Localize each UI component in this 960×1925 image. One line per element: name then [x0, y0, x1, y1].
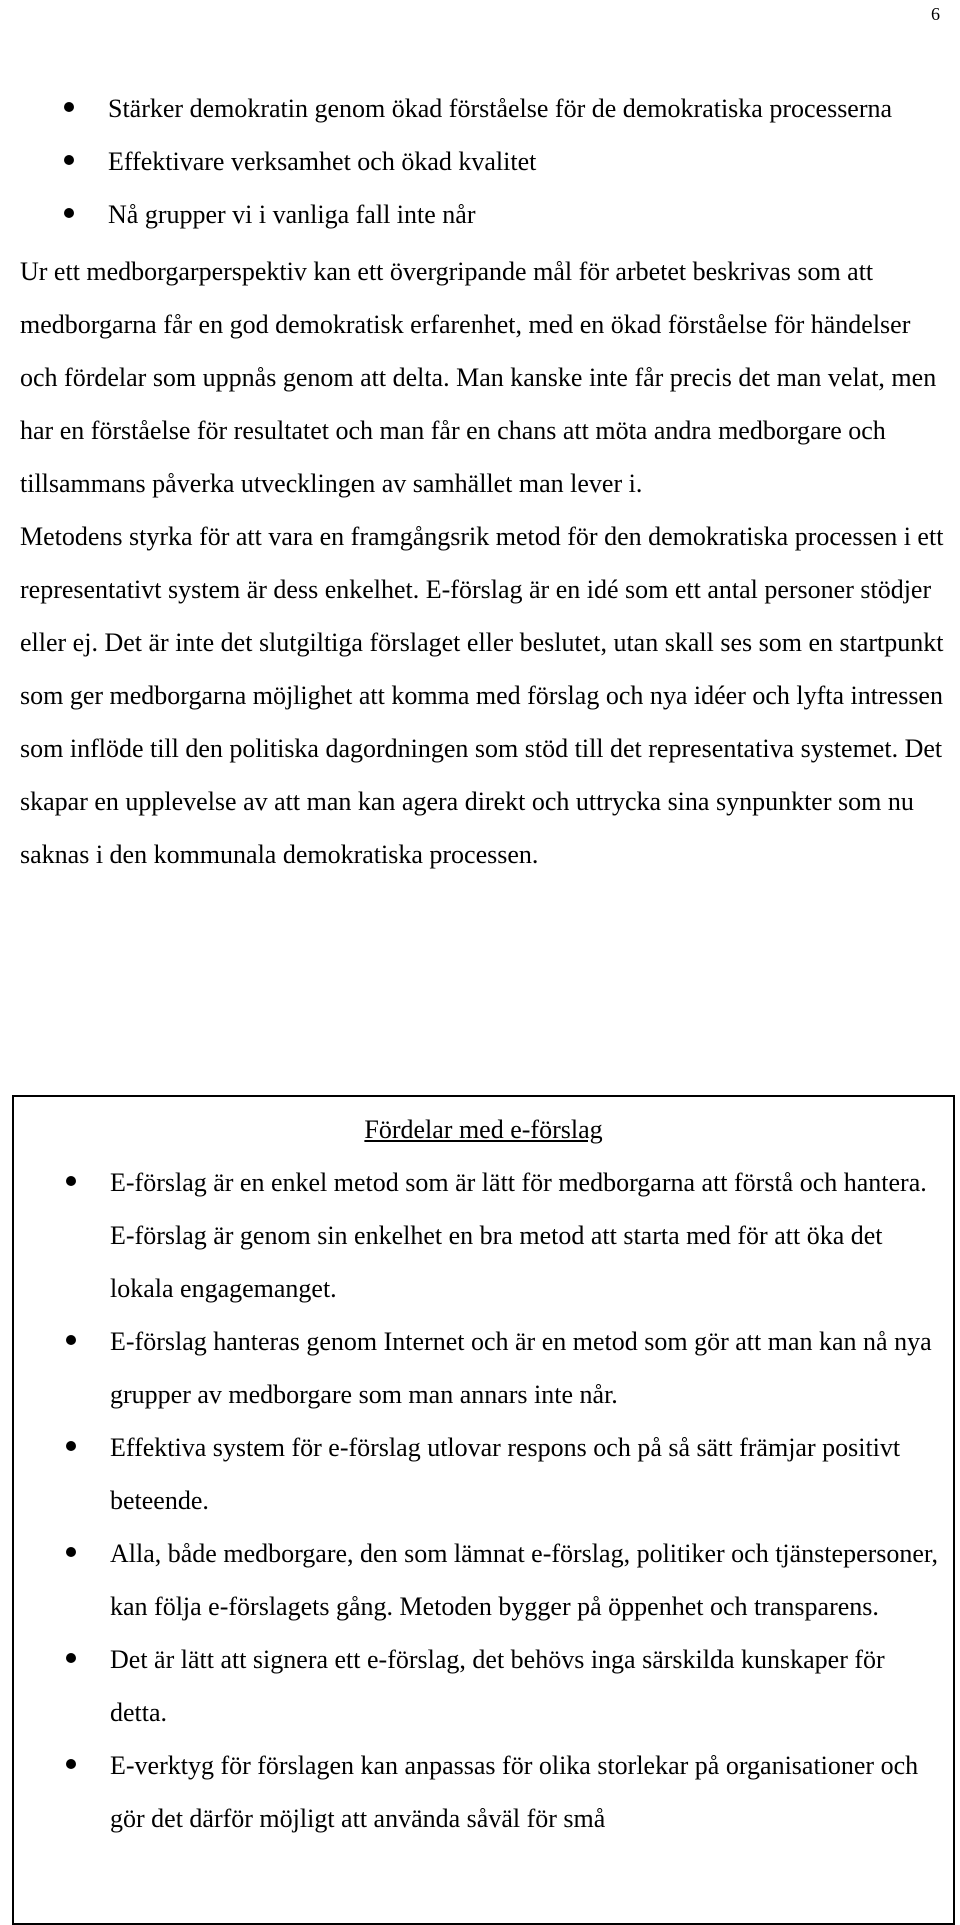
list-item-text: Nå grupper vi i vanliga fall inte når	[108, 200, 476, 229]
bullet-dot-icon	[64, 102, 74, 112]
bullet-dot-icon	[66, 1759, 76, 1769]
bullet-dot-icon	[66, 1653, 76, 1663]
list-item	[14, 1633, 953, 1739]
list-item	[20, 82, 945, 135]
bullet-dot-icon	[66, 1547, 76, 1557]
top-bullet-list	[20, 82, 945, 241]
list-item	[14, 1739, 953, 1845]
list-item-text: Stärker demokratin genom ökad förståelse för de demokratiska processerna	[108, 94, 893, 123]
list-item	[14, 1156, 953, 1315]
document-body	[20, 82, 945, 881]
list-item-text: Effektiva system för e-förslag utlovar respons och på så sätt främjar positivt beteende.	[110, 1433, 901, 1515]
bullet-dot-icon	[64, 155, 74, 165]
paragraph: Metodens styrka för att vara en framgångsrik metod för den demokratiska processen i ett representativt system är dess enkelhet. E-förslag är en idé som ett antal personer stödjer eller ej. Det är inte det slutgiltiga förslaget eller beslutet, utan skall ses som en startpunkt som ger medborgarna möjlighet att komma med förslag och nya idéer och lyfta intressen som inflöde till den politiska dagordningen som stöd till det representativa systemet. Det skapar en upplevelse av att man kan agera direkt och uttrycka sina synpunkter som nu saknas i den kommunala demokratiska processen.	[20, 522, 944, 869]
bullet-dot-icon	[66, 1335, 76, 1345]
bullet-dot-icon	[64, 208, 74, 218]
list-item	[14, 1421, 953, 1527]
paragraph: Ur ett medborgarperspektiv kan ett övergripande mål för arbetet beskrivas som att medborgarna får en god demokratisk erfarenhet, med en ökad förståelse för händelser och fördelar som uppnås genom att delta. Man kanske inte får precis det man velat, men har en förståelse för resultatet och man får en chans att möta andra medborgare och tillsammans påverka utvecklingen av samhället man lever i.	[20, 257, 937, 498]
list-item-text: Det är lätt att signera ett e-förslag, det behövs inga särskilda kunskaper för detta.	[110, 1645, 885, 1727]
list-item-text: E-förslag är en enkel metod som är lätt för medborgarna att förstå och hantera. E-förslag är genom sin enkelhet en bra metod att starta med för att öka det lokala engagemanget.	[110, 1168, 927, 1303]
list-item	[14, 1315, 953, 1421]
box-title: Fördelar med e-förslag	[364, 1115, 603, 1144]
bullet-dot-icon	[66, 1441, 76, 1451]
list-item-text: E-förslag hanteras genom Internet och är en metod som gör att man kan nå nya grupper av medborgare som man annars inte når.	[110, 1327, 932, 1409]
page-number: 6	[931, 4, 940, 24]
list-item-text: Effektivare verksamhet och ökad kvalitet	[108, 147, 537, 176]
list-item-text: Alla, både medborgare, den som lämnat e-förslag, politiker och tjänstepersoner, kan följa e-förslagets gång. Metoden bygger på öppenhet och transparens.	[110, 1539, 939, 1621]
list-item	[14, 1527, 953, 1633]
list-item-text: E-verktyg för förslagen kan anpassas för olika storlekar på organisationer och gör det därför möjligt att använda såväl för små	[110, 1751, 919, 1833]
advantages-bullet-list	[14, 1156, 953, 1845]
list-item	[20, 188, 945, 241]
body-text	[20, 245, 945, 881]
list-item	[20, 135, 945, 188]
bullet-dot-icon	[66, 1176, 76, 1186]
advantages-box	[12, 1095, 955, 1925]
